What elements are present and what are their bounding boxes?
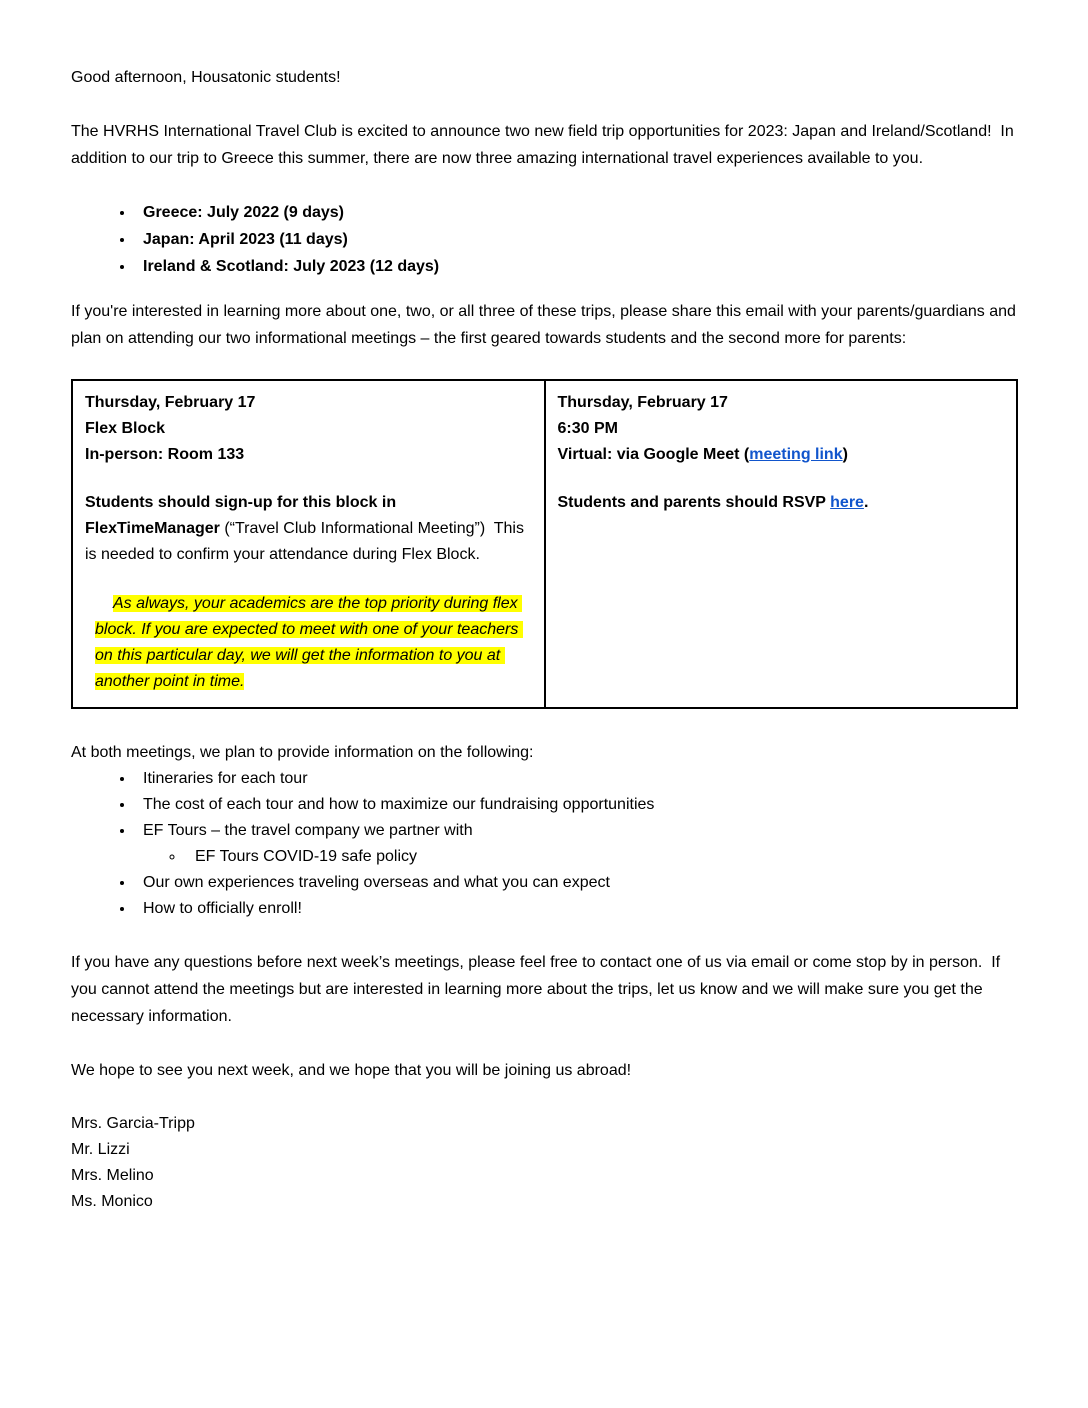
intro-paragraph: The HVRHS International Travel Club is excited to announce two new field trip opportunities for 2023: Japan and Ireland/Scotland! In addition to our trip to Greece this summer, there are now three amazing international travel experiences available to you. bbox=[71, 123, 1019, 167]
virtual-suffix-text: ) bbox=[842, 446, 848, 463]
agenda-item-enroll: • How to officially enroll! bbox=[135, 896, 1017, 922]
signature-melino: Mrs. Melino bbox=[71, 1167, 154, 1184]
agenda-subitem-covid-policy-text: EF Tours COVID-19 safe policy bbox=[195, 848, 418, 865]
signature-block bbox=[71, 1111, 1017, 1215]
signup-instructions bbox=[85, 490, 534, 568]
trip-list bbox=[71, 199, 1017, 280]
rsvp-link[interactable]: here bbox=[830, 494, 864, 511]
in-person-meeting-date: Thursday, February 17 bbox=[85, 394, 256, 411]
agenda-sublist bbox=[143, 844, 1017, 870]
signature-garcia-tripp: Mrs. Garcia-Tripp bbox=[71, 1115, 195, 1132]
trip-item-ireland-scotland: • Ireland & Scotland: July 2023 (12 days) bbox=[135, 253, 1017, 280]
signup-instructions-bold: Students should sign-up for this block in FlexTimeManager bbox=[85, 494, 401, 537]
trip-item-japan: • Japan: April 2023 (11 days) bbox=[135, 226, 1017, 253]
rsvp-suffix-text: . bbox=[863, 494, 869, 511]
signature-monico: Ms. Monico bbox=[71, 1193, 153, 1210]
meeting-table-row bbox=[72, 380, 1017, 708]
meetings-intro-paragraph: If you're interested in learning more about one, two, or all three of these trips, please share this email with your parents/guardians and plan on attending our two informational meetings – the first geared towards students and the second more for parents: bbox=[71, 303, 1021, 347]
agenda-item-experiences: • Our own experiences traveling overseas and what you can expect bbox=[135, 870, 1017, 896]
rsvp-instructions bbox=[558, 490, 1007, 516]
closing-paragraph: We hope to see you next week, and we hope that you will be joining us abroad! bbox=[71, 1062, 632, 1079]
agenda-item-ef-tours bbox=[135, 818, 1017, 870]
agenda-item-ef-tours-text: EF Tours – the travel company we partner with bbox=[143, 822, 473, 839]
agenda-intro-paragraph: At both meetings, we plan to provide information on the following: bbox=[71, 744, 534, 761]
meeting-info-table bbox=[71, 379, 1018, 709]
in-person-meeting-location: In-person: Room 133 bbox=[85, 446, 245, 463]
agenda-item-cost: • The cost of each tour and how to maximize our fundraising opportunities bbox=[135, 792, 1017, 818]
in-person-meeting-block: Flex Block bbox=[85, 420, 166, 437]
virtual-meeting-time: 6:30 PM bbox=[557, 420, 618, 437]
academics-priority-note bbox=[95, 591, 532, 695]
signup-instructions-rest: (“Travel Club Informational Meeting”) This is needed to confirm your attendance during Flex Block. bbox=[85, 520, 529, 563]
virtual-meeting-cell bbox=[545, 380, 1018, 708]
rsvp-prefix-text: Students and parents should RSVP bbox=[557, 494, 831, 511]
meeting-link[interactable]: meeting link bbox=[749, 446, 843, 463]
questions-paragraph: If you have any questions before next week’s meetings, please feel free to contact one of us via email or come stop by in person. If you cannot attend the meetings but are interested in learning more about the trips, let us know and we will make sure you get the necessary information. bbox=[71, 954, 1005, 1025]
agenda-item-itineraries: • Itineraries for each tour bbox=[135, 766, 1017, 792]
in-person-meeting-cell bbox=[72, 380, 545, 708]
trip-item-greece: • Greece: July 2022 (9 days) bbox=[135, 199, 1017, 226]
virtual-meeting-date: Thursday, February 17 bbox=[557, 394, 728, 411]
signature-lizzi: Mr. Lizzi bbox=[71, 1141, 130, 1158]
virtual-meeting-platform bbox=[558, 442, 1007, 468]
agenda-subitem-covid-policy bbox=[185, 844, 1017, 870]
highlighted-note-text: As always, your academics are the top priority during flex block. If you are expected to meet with one of your teachers on this particular day, we will get the information to you at another point in time. bbox=[95, 595, 523, 690]
agenda-list bbox=[71, 766, 1017, 922]
virtual-prefix-text: Virtual: via Google Meet ( bbox=[557, 446, 750, 463]
greeting-paragraph: Good afternoon, Housatonic students! bbox=[71, 69, 341, 86]
